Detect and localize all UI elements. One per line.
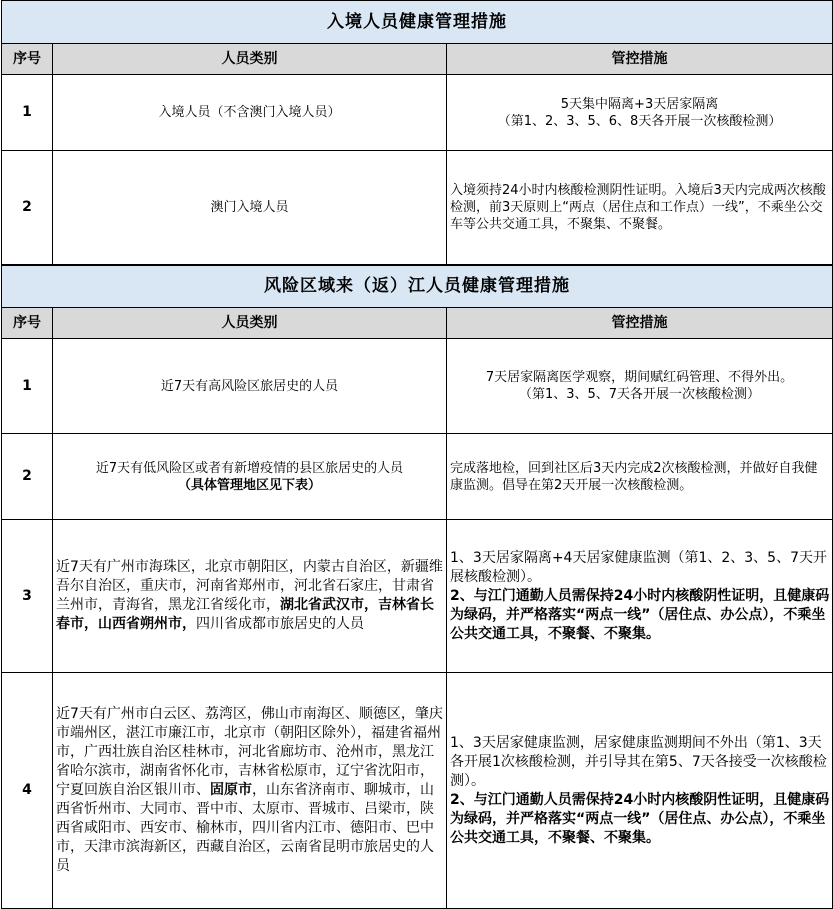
- row-measure: [447, 75, 833, 151]
- row-measure: [447, 673, 833, 909]
- measure-line: 1、3天居家健康监测，居家健康监测期间不外出（第1、3天各开展1次核酸检测，并引导其在第5、7天各接受一次核酸检测）。: [450, 734, 827, 789]
- table-row: [2, 75, 833, 151]
- category-highlight: 固原市: [210, 782, 252, 798]
- section2-title: 风险区域来（返）江人员健康管理措施: [2, 266, 833, 308]
- row-seq: 2: [2, 151, 53, 265]
- measure-line: 5天集中隔离+3天居家隔离: [560, 96, 719, 112]
- row-category: [53, 520, 447, 673]
- header-measures: 管控措施: [447, 308, 833, 339]
- category-text: 近7天有广州市白云区、荔湾区，佛山市南海区、顺德区，肇庆市端州区，湛江市廉江市，北京市（朝阳区除外），福建省福州市，广西壮族自治区桂林市，河北省廊坊市、沧州市，黑龙江省哈尔滨市，湖南省怀化市，吉林省松原市，辽宁省沈阳市，宁夏回族自治区银川市、: [56, 706, 443, 798]
- row-category: 近7天有高风险区旅居史的人员: [53, 339, 447, 434]
- row-seq: 2: [2, 434, 53, 520]
- table-row: [2, 673, 833, 909]
- header-category: 人员类别: [53, 44, 447, 75]
- measure-line-bold: 2、与江门通勤人员需保持24小时内核酸阴性证明，且健康码为绿码，并严格落实“两点一线”（居住点、办公点），不乘坐公共交通工具，不聚餐、不聚集。: [450, 791, 830, 846]
- category-highlight: 湖北省武汉市，吉林省长春市，山西省朔州市，: [56, 597, 434, 632]
- row-measure: [447, 339, 833, 434]
- row-seq: 4: [2, 673, 53, 909]
- measure-line: 1、3天居家隔离+4天居家健康监测（第1、2、3、5、7天开展核酸检测）。: [450, 549, 827, 585]
- section1-title: 入境人员健康管理措施: [2, 1, 833, 44]
- row-category: 澳门入境人员: [53, 151, 447, 265]
- category-text: 四川省成都市旅居史的人员: [196, 616, 364, 632]
- row-measure: 入境须持24小时内核酸检测阴性证明。入境后3天内完成两次核酸检测，前3天原则上“两点（居住点和工作点）一线”，不乘坐公交车等公共交通工具，不聚集、不聚餐。: [447, 151, 833, 265]
- measure-line: 7天居家隔离医学观察，期间赋红码管理、不得外出。: [485, 370, 794, 385]
- header-seq: 序号: [2, 308, 53, 339]
- row-measure: 完成落地检，回到社区后3天内完成2次核酸检测，并做好自我健康监测。倡导在第2天开展一次核酸检测。: [447, 434, 833, 520]
- measure-line: （第1、3、5、7天各开展一次核酸检测）: [518, 387, 761, 402]
- table-row: [2, 339, 833, 434]
- row-seq: 1: [2, 339, 53, 434]
- header-measures: 管控措施: [447, 44, 833, 75]
- row-seq: 3: [2, 520, 53, 673]
- row-category: 入境人员（不含澳门入境人员）: [53, 75, 447, 151]
- row-category: [53, 434, 447, 520]
- table-row: [2, 151, 833, 265]
- row-measure: [447, 520, 833, 673]
- table-row: [2, 434, 833, 520]
- category-line: 近7天有低风险区或者有新增疫情的县区旅居史的人员: [95, 460, 404, 476]
- table-row: [2, 520, 833, 673]
- category-note: （具体管理地区见下表）: [177, 477, 321, 493]
- category-text: 近7天有广州市海珠区，北京市朝阳区，内蒙古自治区，新疆维吾尔自治区，重庆市，河南省郑州市，河北省石家庄，甘肃省兰州市，青海省，黑龙江省绥化市，: [56, 559, 443, 613]
- category-text: ，山东省济南市、聊城市，山西省忻州市、大同市、晋中市、太原市、晋城市、吕梁市，陕西省咸阳市、西安市、榆林市，四川省内江市、德阳市、巴中市，天津市滨海新区，西藏自治区，云南省昆明市旅居史的人员: [56, 782, 434, 874]
- header-category: 人员类别: [53, 308, 447, 339]
- header-seq: 序号: [2, 44, 53, 75]
- row-category: [53, 673, 447, 909]
- row-seq: 1: [2, 75, 53, 151]
- entry-measures-table: [1, 0, 833, 265]
- measure-line: （第1、2、3、5、6、8天各开展一次核酸检测）: [497, 113, 782, 129]
- measure-line-bold: 2、与江门通勤人员需保持24小时内核酸阴性证明，且健康码为绿码，并严格落实“两点一线”（居住点、办公点），不乘坐公共交通工具，不聚餐、不聚集。: [450, 587, 830, 642]
- risk-area-measures-table: [1, 265, 833, 909]
